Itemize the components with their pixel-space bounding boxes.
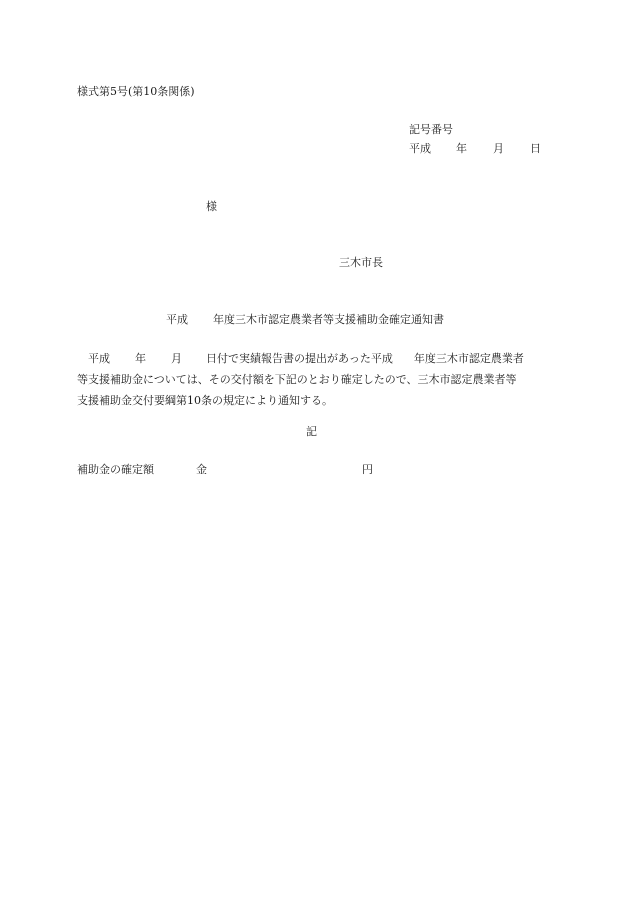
title-era: 平成 xyxy=(166,313,188,326)
body-line-2: 等支援補助金については、その交付額を下記のとおり確定したので、三木市認定農業者等 xyxy=(77,373,517,386)
body-line-1 xyxy=(77,348,557,369)
date-era: 平成 xyxy=(409,142,431,155)
amount-label: 補助金の確定額 xyxy=(77,463,154,476)
body-line-3: 支援補助金交付要綱第10条の規定により通知する。 xyxy=(77,394,333,407)
amount-row xyxy=(77,464,373,475)
date-month: 月 xyxy=(493,142,504,155)
body-year: 年 xyxy=(135,352,146,365)
ki-heading: 記 xyxy=(306,425,317,438)
body-mid: 日付で実績報告書の提出があった平成 xyxy=(206,352,393,365)
issuer-name: 三木市長 xyxy=(339,256,383,269)
body-tail: 年度三木市認定農業者 xyxy=(413,352,524,365)
date-line xyxy=(409,143,541,154)
date-year: 年 xyxy=(456,142,467,155)
title-text: 年度三木市認定農業者等支援補助金確定通知書 xyxy=(213,313,444,326)
addressee-honorific: 様 xyxy=(206,200,217,213)
body-paragraph xyxy=(77,348,557,411)
amount-unit: 円 xyxy=(362,463,373,476)
body-era: 平成 xyxy=(88,352,110,365)
document-title xyxy=(166,314,444,325)
record-number-label: 記号番号 xyxy=(409,123,453,136)
amount-prefix: 金 xyxy=(196,463,207,476)
form-label: 様式第5号(第10条関係) xyxy=(77,85,195,98)
body-month: 月 xyxy=(171,352,182,365)
date-day: 日 xyxy=(530,142,541,155)
